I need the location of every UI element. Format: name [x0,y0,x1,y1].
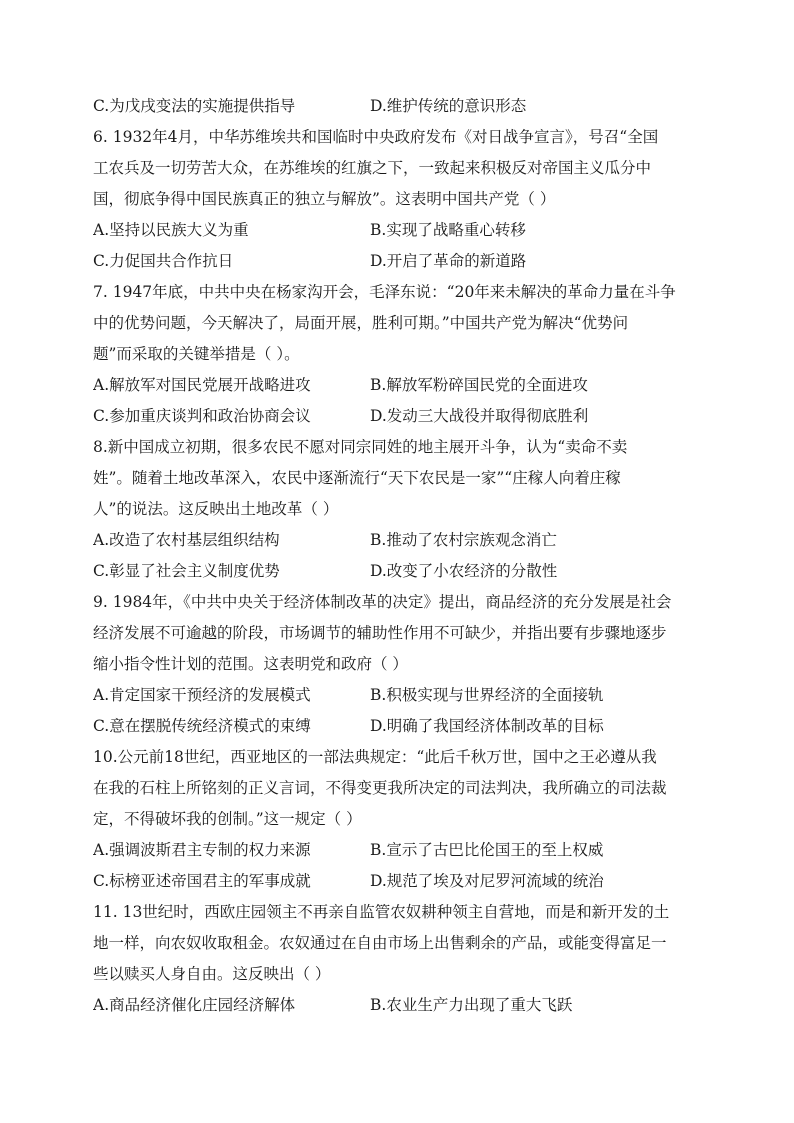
question-stem-line: 人”的说法。这反映出土地改革（ ） [93,500,339,518]
option-c[interactable]: C.为戊戌变法的实施提供指导 [93,97,296,115]
question-10 [93,742,701,897]
option-row [93,990,701,1021]
option-a[interactable]: A.商品经济催化庄园经济解体 [93,996,296,1014]
option-b[interactable]: B.农业生产力出现了重大飞跃 [370,996,573,1014]
option-c[interactable]: C.标榜亚述帝国君主的军事成就 [93,872,311,890]
question-stem-line: 工农兵及一切劳苦大众，在苏维埃的红旗之下，一致起来积极反对帝国主义瓜分中 [93,159,652,177]
option-row [93,370,701,401]
question-stem-line: 7. 1947年底，中共中央在杨家沟开会，毛泽东说：“20年来未解决的革命力量在斗争 [93,283,676,301]
question-stem-line: 中的优势问题，今天解决了，局面开展，胜利可期。”中国共产党为解决“优势问 [93,314,629,332]
question-stem-line: 地一样，向农奴收取租金。农奴通过在自由市场上出售剩余的产品，或能变得富足一 [93,934,667,952]
question-6 [93,122,701,277]
option-row [93,91,701,122]
question-stem-line: 些以赎买人身自由。这反映出（ ） [93,965,331,983]
option-d[interactable]: D.维护传统的意识形态 [370,97,527,115]
question-stem-line: 国，彻底争得中国民族真正的独立与解放”。这表明中国共产党（ ） [93,190,556,208]
option-b[interactable]: B.推动了农村宗族观念消亡 [370,531,557,549]
option-d[interactable]: D.改变了小农经济的分散性 [370,562,558,580]
option-b[interactable]: B.实现了战略重心转移 [370,221,526,239]
option-b[interactable]: B.解放军粉碎国民党的全面进攻 [370,376,588,394]
exam-page [93,91,701,1021]
option-a[interactable]: A.强调波斯君主专制的权力来源 [93,841,311,859]
question-stem-line: 10.公元前18世纪，西亚地区的一部法典规定：“此后千秋万世，国中之王必遵从我 [93,748,657,766]
option-row [93,215,701,246]
option-a[interactable]: A.解放军对国民党展开战略进攻 [93,376,311,394]
option-row [93,680,701,711]
option-row [93,835,701,866]
question-11 [93,897,701,1021]
option-c[interactable]: C.参加重庆谈判和政治协商会议 [93,407,311,425]
option-c[interactable]: C.力促国共合作抗日 [93,252,234,270]
option-b[interactable]: B.宣示了古巴比伦国王的至上权威 [370,841,604,859]
question-5-tail [93,91,701,122]
question-stem-line: 8.新中国成立初期，很多农民不愿对同宗同姓的地主展开斗争，认为“卖命不卖 [93,438,628,456]
option-b[interactable]: B.积极实现与世界经济的全面接轨 [370,686,604,704]
option-d[interactable]: D.明确了我国经济体制改革的目标 [370,717,604,735]
question-stem-line: 定，不得破坏我的创制。”这一规定（ ） [93,810,362,828]
question-stem-line: 缩小指令性计划的范围。这表明党和政府（ ） [93,655,408,673]
question-stem-line: 经济发展不可逾越的阶段，市场调节的辅助性作用不可缺少，并指出要有步骤地逐步 [93,624,667,642]
option-row [93,246,701,277]
question-stem-line: 姓”。随着土地改革深入，农民中逐渐流行“天下农民是一家”“庄稼人向着庄稼 [93,469,621,487]
option-row [93,556,701,587]
option-c[interactable]: C.意在摆脱传统经济模式的束缚 [93,717,311,735]
option-d[interactable]: D.开启了革命的新道路 [370,252,527,270]
question-stem-line: 11. 13世纪时，西欧庄园领主不再亲自监管农奴耕种领主自营地，而是和新开发的土 [93,903,670,921]
question-stem-line: 6. 1932年4月，中华苏维埃共和国临时中央政府发布《对日战争宣言》，号召“全国 [93,128,659,146]
question-stem-line: 在我的石柱上所铭刻的正义言词，不得变更我所决定的司法判决，我所确立的司法裁 [93,779,667,797]
option-a[interactable]: A.坚持以民族大义为重 [93,221,249,239]
option-d[interactable]: D.发动三大战役并取得彻底胜利 [370,407,589,425]
question-9 [93,587,701,742]
option-row [93,401,701,432]
option-row [93,525,701,556]
option-a[interactable]: A.肯定国家干预经济的发展模式 [93,686,311,704]
option-a[interactable]: A.改造了农村基层组织结构 [93,531,280,549]
question-8 [93,432,701,587]
option-c[interactable]: C.彰显了社会主义制度优势 [93,562,280,580]
question-stem-line: 题”而采取的关键举措是（ ）。 [93,345,300,363]
question-7 [93,277,701,432]
option-row [93,866,701,897]
option-row [93,711,701,742]
question-stem-line: 9. 1984年，《中共中央关于经济体制改革的决定》提出，商品经济的充分发展是社会 [93,593,672,611]
option-d[interactable]: D.规范了埃及对尼罗河流域的统治 [370,872,604,890]
